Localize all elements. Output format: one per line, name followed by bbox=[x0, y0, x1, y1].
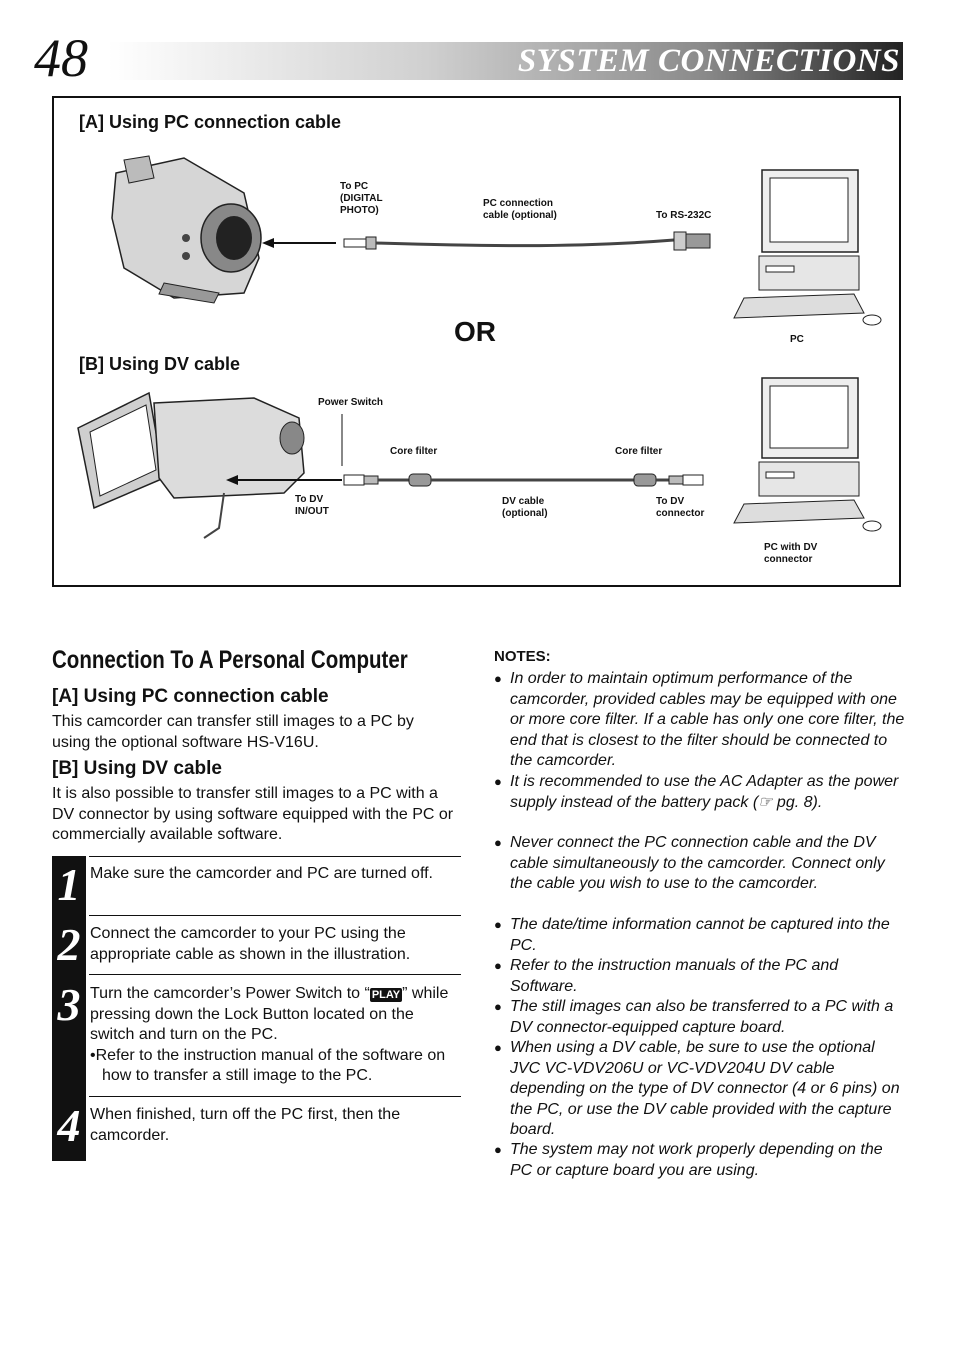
step-number-3: 3 bbox=[57, 979, 81, 1030]
subsection-a-heading: [A] Using PC connection cable bbox=[52, 686, 329, 707]
label-dv-cable: DV cable (optional) bbox=[502, 496, 548, 519]
label-core-filter-left: Core filter bbox=[390, 446, 438, 457]
section-title: Connection To A Personal Computer bbox=[52, 646, 408, 674]
page-number: 48 bbox=[34, 28, 88, 88]
pc-a-illustration bbox=[734, 170, 881, 325]
or-label: OR bbox=[454, 316, 496, 347]
figure-section-b-label: [B] Using DV cable bbox=[79, 354, 241, 374]
step-2-text: Connect the camcorder to your PC using the appropriate cable as shown in the illustration. bbox=[90, 925, 411, 963]
note-item: ● The date/time information cannot be captured into the PC. bbox=[494, 916, 890, 954]
step-3-subnote: •Refer to the instruction manual of the software on how to transfer a still image to the PC. bbox=[90, 1046, 446, 1084]
step-number-4: 4 bbox=[57, 1100, 81, 1151]
label-to-dv-connector: To DV connector bbox=[656, 496, 705, 519]
note-item: ● The system may not work properly depending on the PC or capture board you are using. bbox=[494, 1141, 883, 1179]
note-item: ● When using a DV cable, be sure to use the optional JVC VC-VDV206U or VC-VDV204U DV cable depending on the type of DV connector (4 or 6 pins) on the PC, or use the DV cable provided with the capture board. bbox=[494, 1039, 900, 1138]
label-core-filter-right: Core filter bbox=[615, 446, 663, 457]
label-power-switch: Power Switch bbox=[318, 397, 384, 408]
step-number-1: 1 bbox=[57, 859, 81, 910]
step-1-text: Make sure the camcorder and PC are turned off. bbox=[90, 865, 433, 882]
connection-figure bbox=[52, 96, 901, 587]
label-to-dv-inout: To DV IN/OUT bbox=[295, 494, 329, 517]
pc-cable-a bbox=[344, 232, 710, 250]
note-item: ● The still images can also be transferred to a PC with a DV connector-equipped capture board. bbox=[494, 998, 894, 1036]
step-divider bbox=[89, 974, 461, 975]
subsection-b-heading: [B] Using DV cable bbox=[52, 758, 222, 779]
note-item: ● In order to maintain optimum performance of the camcorder, provided cables may be equipped with one or more core filter. If a cable has only one core filter, the end that is closest to the filter should be connected to the camcorder. bbox=[494, 670, 905, 769]
label-pc: PC bbox=[790, 334, 804, 345]
page-title: SYSTEM CONNECTIONS bbox=[517, 43, 900, 79]
figure-section-a-label: [A] Using PC connection cable bbox=[79, 112, 342, 132]
pc-b-illustration bbox=[734, 378, 881, 531]
subsection-b-text: It is also possible to transfer still images to a PC with a DV connector by using software equipped with the PC or commercially available software. bbox=[52, 785, 454, 843]
step-divider bbox=[89, 915, 461, 916]
dv-cable-b bbox=[344, 474, 703, 486]
play-mode-badge: PLAY bbox=[371, 989, 401, 1001]
note-item: ● Never connect the PC connection cable and the DV cable simultaneously to the camcorder. Connect only the cable you wish to use to the camcorder. bbox=[494, 834, 885, 892]
camcorder-b-illustration bbox=[78, 393, 304, 538]
step-4-text: When finished, turn off the PC first, then the camcorder. bbox=[90, 1106, 401, 1144]
label-pc-connection-cable: PC connection cable (optional) bbox=[483, 198, 557, 221]
subsection-a-text: This camcorder can transfer still images to a PC by using the optional software HS-V16U. bbox=[52, 713, 414, 751]
step-divider bbox=[89, 856, 461, 857]
label-to-pc: To PC (DIGITAL PHOTO) bbox=[340, 181, 383, 216]
step-number-2: 2 bbox=[57, 919, 81, 970]
notes-title: NOTES: bbox=[494, 648, 551, 665]
label-to-rs232c: To RS-232C bbox=[656, 210, 712, 221]
note-item: ● Refer to the instruction manuals of the PC and Software. bbox=[494, 957, 839, 995]
note-item: ● It is recommended to use the AC Adapter as the power supply instead of the battery pack (☞ pg. 8). bbox=[494, 773, 899, 811]
step-3-text: Turn the camcorder’s Power Switch to “ PLAY ” while pressing down the Lock Button located on the switch and turn on the PC. •Refer to the instruction manual of the software on how to transfer a still image to the PC. bbox=[90, 984, 462, 1087]
label-pc-with-dv: PC with DV connector bbox=[764, 542, 818, 565]
step-divider bbox=[89, 1096, 461, 1097]
camcorder-a-illustration bbox=[112, 156, 261, 303]
